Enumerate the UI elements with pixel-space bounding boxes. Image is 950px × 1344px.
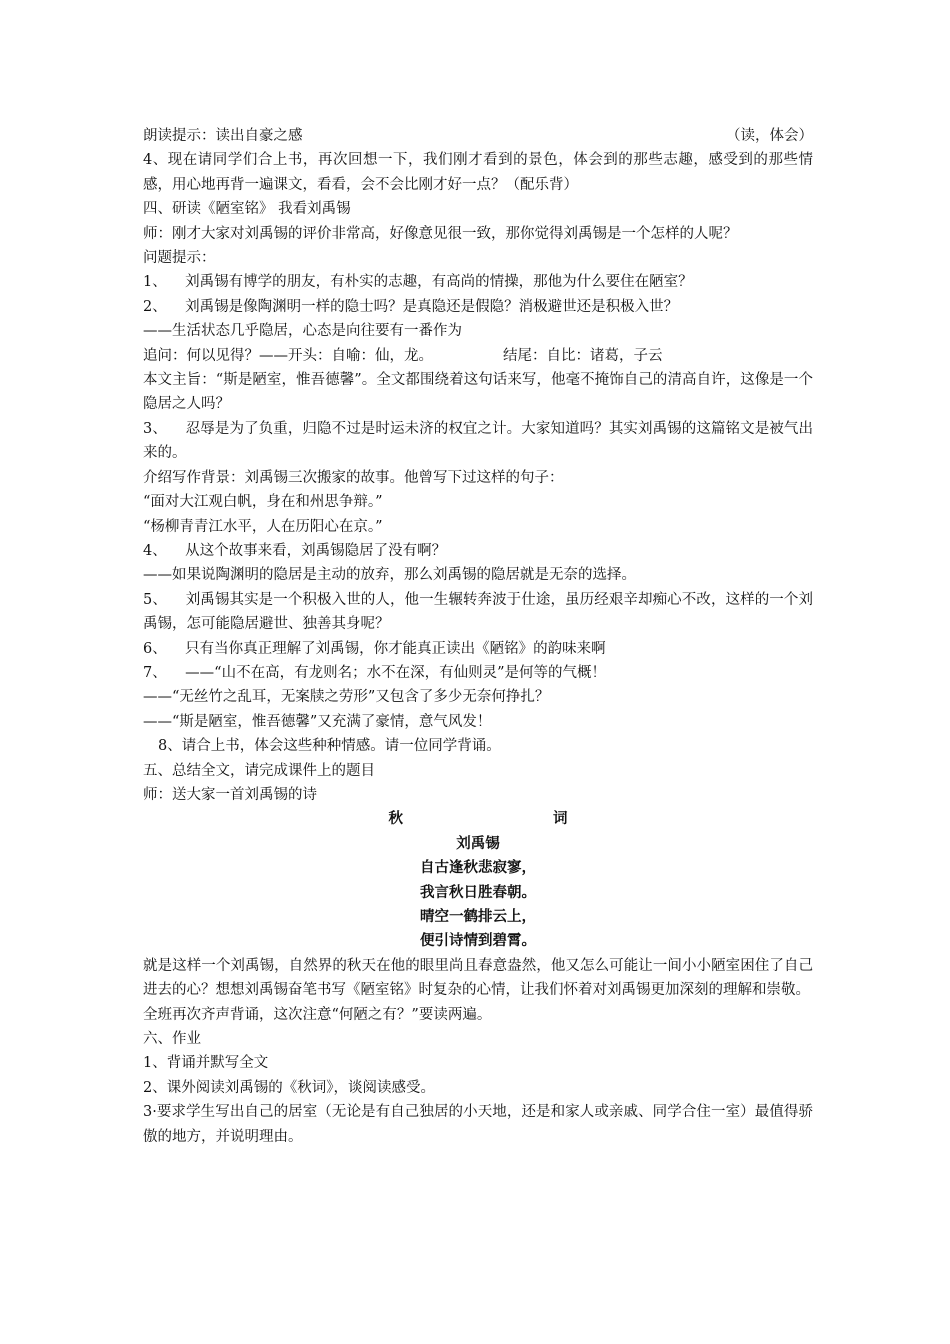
follow-up-line [143, 344, 813, 368]
question-7: 7、 ——“山不在高，有龙则名；水不在深，有仙则灵”是何等的气概！ [143, 664, 606, 681]
question-3: 3、 忍辱是为了负重，归隐不过是时运未济的权宜之计。大家知道吗？其实刘禹锡的这篇铭文是被气出来的。 [143, 420, 813, 462]
teacher-poem-intro: 师：送大家一首刘禹锡的诗 [143, 786, 317, 803]
reading-tip-line [143, 124, 813, 148]
quote-2: “杨柳青青江水平，人在历阳心在京。” [143, 518, 383, 535]
section-6-heading: 六、作业 [143, 1031, 201, 1048]
question-1: 1、 刘禹锡有博学的朋友，有朴实的志趣，有高尚的情操，那他为什么要住在陋室？ [143, 274, 693, 291]
homework-2: 2、课外阅读刘禹锡的《秋词》，谈阅读感受。 [143, 1079, 435, 1096]
homework-1: 1、背诵并默写全文 [143, 1055, 269, 1072]
question-5: 5、 刘禹锡其实是一个积极入世的人，他一生辗转奔波于仕途，虽历经艰辛却痴心不改，这样的一个刘禹锡，怎可能隐居避世、独善其身呢？ [143, 591, 813, 633]
document-page [143, 124, 813, 1149]
reading-tip-note: （读，体会） [726, 128, 813, 144]
summary-paragraph: 就是这样一个刘禹锡，自然界的秋天在他的眼里尚且春意盎然，他又怎么可能让一间小小陋室困住了自己进去的心？想想刘禹锡奋笔书写《陋室铭》时复杂的心情，让我们怀着对刘禹锡更加深刻的理解和崇敬。 [143, 957, 813, 999]
question-2: 2、 刘禹锡是像陶渊明一样的隐士吗？是真隐还是假隐？消极避世还是积极入世？ [143, 298, 679, 315]
question-2-answer: ——生活状态几乎隐居，心态是向往要有一番作为 [143, 323, 462, 340]
question-4: 4、 从这个故事来看，刘禹锡隐居了没有啊？ [143, 542, 447, 559]
poem-line: 便引诗情到碧霄。 [420, 933, 536, 950]
poem-title-char-2: 词 [553, 811, 568, 828]
quote-1: “面对大江观白帆，身在和州思争辩。” [143, 494, 383, 511]
question-hint-label: 问题提示： [143, 250, 216, 267]
step-4: 4、现在请同学们合上书，再次回想一下，我们刚才看到的景色，体会到的那些志趣，感受到的那些情感，用心地再背一遍课文，看看，会不会比刚才好一点？（配乐背） [143, 152, 813, 193]
poem-line: 自古逢秋悲寂寥， [420, 860, 536, 877]
section-5-heading: 五、总结全文，请完成课件上的题目 [143, 762, 375, 779]
question-6: 6、 只有当你真正理解了刘禹锡，你才能真正读出《陋铭》的韵味来啊 [143, 640, 606, 657]
theme-paragraph: 本文主旨：“斯是陋室，惟吾德馨”。全文都围绕着这句话来写，他毫不掩饰自己的清高自许，这像是一个隐居之人吗？ [143, 372, 813, 413]
follow-up-right: 结尾：自比：诸葛，子云 [503, 347, 663, 364]
poem-title [143, 807, 813, 831]
reading-tip: 朗读提示：读出自豪之感 [143, 128, 303, 144]
poem-line: 晴空一鹤排云上， [420, 909, 536, 925]
poem-author: 刘禹锡 [456, 835, 500, 852]
homework-3: 3·要求学生写出自己的居室（无论是有自己独居的小天地，还是和家人或亲戚、同学合住一室）最值得骄傲的地方，并说明理由。 [143, 1104, 813, 1145]
question-8: 8、请合上书，体会这些种种情感。请一位同学背诵。 [158, 738, 501, 755]
section-4-heading: 四、研读《陋室铭》 我看刘禹锡 [143, 201, 351, 218]
teacher-question: 师：刚才大家对刘禹锡的评价非常高，好像意见很一致，那你觉得刘禹锡是一个怎样的人呢？ [143, 225, 738, 242]
recite-instruction: 全班再次齐声背诵，这次注意“何陋之有？”要读两遍。 [143, 1006, 492, 1023]
background-intro: 介绍写作背景：刘禹锡三次搬家的故事。他曾写下过这样的句子： [143, 469, 564, 486]
poem-title-char-1: 秋 [388, 811, 403, 828]
question-4-answer: ——如果说陶渊明的隐居是主动的放弃，那么刘禹锡的隐居就是无奈的选择。 [143, 567, 636, 584]
question-7-line-3: ——“斯是陋室，惟吾德馨”又充满了豪情，意气风发！ [143, 713, 492, 730]
follow-up-left: 追问：何以见得？——开头：自喻：仙，龙。 [143, 347, 433, 364]
poem-line: 我言秋日胜春朝。 [420, 884, 536, 901]
question-7-line-2: ——“无丝竹之乱耳，无案牍之劳形”又包含了多少无奈何挣扎？ [143, 689, 550, 706]
